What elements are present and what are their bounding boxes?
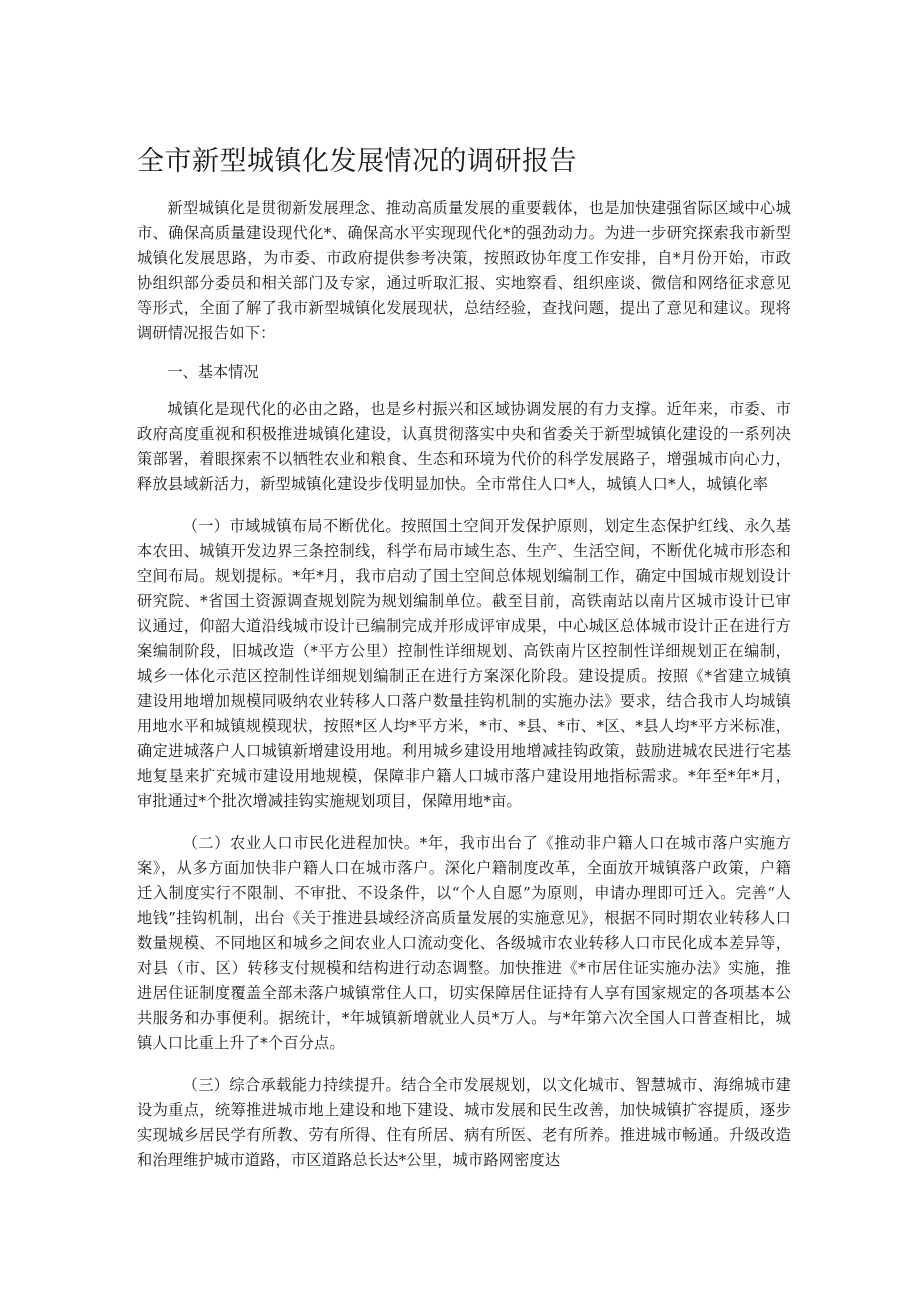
point-3-paragraph: （三）综合承载能力持续提升。结合全市发展规划，以文化城市、智慧城市、海绵城市建设为重点，统筹推进城市地上建设和地下建设、城市发展和民生改善，加快城镇扩容提质，逐步实现城乡居民学有所教、劳有所得、住有所居、病有所医、老有所养。推进城市畅通。升级改造和治理维护城市道路，市区道路总长达*公里，城市路网密度达 — [137, 1076, 791, 1169]
point-1-paragraph: （一）市域城镇布局不断优化。按照国土空间开发保护原则，划定生态保护红线、永久基本农田、城镇开发边界三条控制线，科学布局市域生态、生产、生活空间，不断优化城市形态和空间布局。规划提标。*年*月，我市启动了国土空间总体规划编制工作，确定中国城市规划设计研究院、*省国土资源调查规划院为规划编制单位。截至目前，高铁南站以南片区城市设计已审议通过，仰韶大道沿线城市设计已编制完成并形成评审成果，中心城区总体城市设计正在进行方案编制阶段，旧城改造（*平方公里）控制性详细规划、高铁南片区控制性详细规划正在编制，城乡一体化示范区控制性详细规划编制正在进行方案深化阶段。建设提质。按照《*省建立城镇建设用地增加规模同吸纳农业转移人口落户数量挂钩机制的实施办法》要求，结合我市人均城镇用地水平和城镇规模现状，按照*区人均*平方米，*市、*县、*市、*区、*县人均*平方米标准，确定进城落户人口城镇新增建设用地。利用城乡建设用地增减挂钩政策，鼓励进城农民进行宅基地复垦来扩充城市建设用地规模，保障非户籍人口城市落户建设用地指标需求。*年至*年*月，审批通过*个批次增减挂钩实施规划项目，保障用地*亩。 — [137, 517, 791, 810]
point-2-paragraph: （二）农业人口市民化进程加快。*年，我市出台了《推动非户籍人口在城市落户实施方案》，从多方面加快非户籍人口在城市落户。深化户籍制度改革，全面放开城镇落户政策，户籍迁入制度实行不限制、不审批、不设条件，以“个人自愿”为原则，申请办理即可迁入。完善“人地钱”挂钩机制，出台《关于推进县域经济高质量发展的实施意见》，根据不同时期农业转移人口数量规模、不同地区和城乡之间农业人口流动变化、各级城市农业转移人口市民化成本差异等，对县（市、区）转移支付规模和结构进行动态调整。加快推进《*市居住证实施办法》实施，推进居住证制度覆盖全部未落户城镇常住人口，切实保障居住证持有人享有国家规定的各项基本公共服务和办事便利。据统计，*年城镇新增就业人员*万人。与*年第六次全国人口普查相比，城镇人口比重上升了*个百分点。 — [137, 834, 791, 1052]
section-intro-paragraph: 城镇化是现代化的必由之路，也是乡村振兴和区域协调发展的有力支撑。近年来，市委、市政府高度重视和积极推进城镇化建设，认真贯彻落实中央和省委关于新型城镇化建设的一系列决策部署，着眼探索不以牺牲农业和粮食、生态和环境为代价的科学发展路子，增强城市向心力，释放县域新活力，新型城镇化建设步伐明显加快。全市常住人口*人，城镇人口*人，城镇化率 — [137, 400, 791, 493]
page-title: 全市新型城镇化发展情况的调研报告 — [137, 146, 577, 177]
document-body — [137, 196, 791, 1173]
section-heading-basic-situation: 一、基本情况 — [167, 363, 259, 381]
intro-paragraph: 新型城镇化是贯彻新发展理念、推动高质量发展的重要载体，也是加快建强省际区域中心城市、确保高质量建设现代化*、确保高水平实现现代化*的强劲动力。为进一步研究探索我市新型城镇化发展思路，为市委、市政府提供参考决策，按照政协年度工作安排，自*月份开始，市政协组织部分委员和相关部门及专家，通过听取汇报、实地察看、组织座谈、微信和网络征求意见等形式，全面了解了我市新型城镇化发展现状，总结经验，查找问题，提出了意见和建议。现将调研情况报告如下： — [137, 199, 791, 342]
